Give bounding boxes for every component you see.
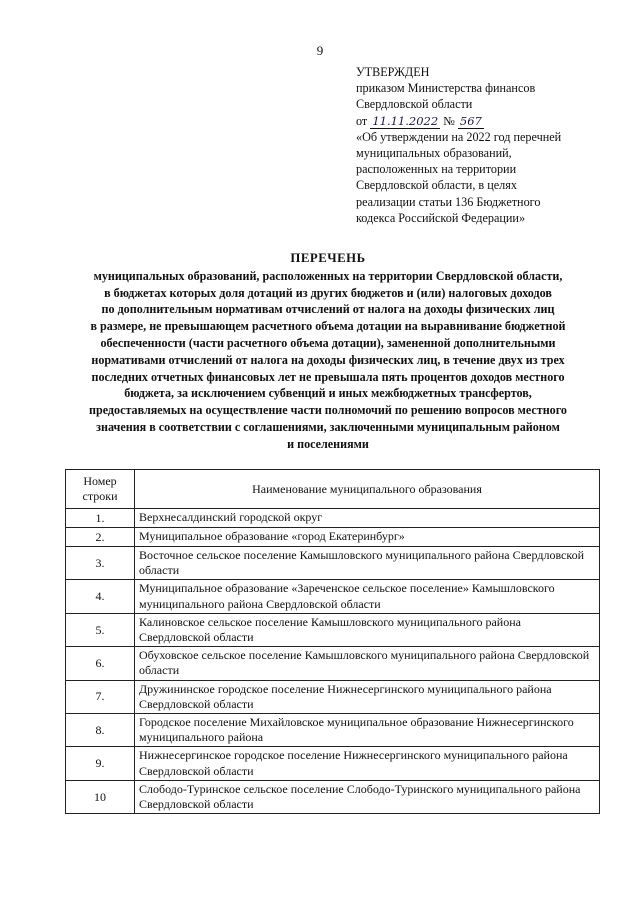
row-name: Обуховское сельское поселение Камышловского муниципального района Свердловской области	[135, 647, 600, 680]
row-name: Городское поселение Михайловское муниципальное образование Нижнесергинского муниципального района	[135, 714, 600, 747]
approval-quote-2: муниципальных образований,	[356, 146, 512, 161]
table-row	[66, 780, 600, 813]
row-name: Дружининское городское поселение Нижнесергинского муниципального района Свердловской области	[135, 680, 600, 713]
table-row	[66, 580, 600, 613]
title-line: значения в соответствии с соглашениями, заключенными муниципальным районом	[96, 419, 560, 434]
approval-line-2: Свердловской области	[356, 97, 473, 112]
row-number: 8.	[66, 714, 135, 747]
approval-title: УТВЕРЖДЕН	[356, 65, 430, 79]
header-number: Номер строки	[66, 470, 135, 509]
row-number: 3.	[66, 547, 135, 580]
approval-quote-3: расположенных на территории	[356, 162, 517, 177]
title-line: и поселениями	[287, 436, 369, 451]
title-line: в бюджетах которых доля дотаций из других бюджетов и (или) налоговых доходов	[104, 285, 552, 300]
table-row	[66, 528, 600, 547]
title-line: обеспеченности (части расчетного объема дотации), замененной дополнительными	[100, 335, 556, 350]
row-number: 7.	[66, 680, 135, 713]
row-name: Калиновское сельское поселение Камышловского муниципального района Свердловской области	[135, 613, 600, 646]
approval-date: 11.11.2022	[372, 113, 439, 128]
table-row	[66, 547, 600, 580]
approval-stamp	[356, 64, 616, 226]
title-line: в размере, не превышающем расчетного объема дотации на выравнивание бюджетной	[90, 319, 566, 334]
header-name: Наименование муниципального образования	[135, 470, 600, 509]
approval-quote-6: кодекса Российской Федерации»	[356, 210, 526, 225]
date-prefix: от	[356, 113, 368, 128]
table-row	[66, 747, 600, 780]
approval-quote-4: Свердловской области, в целях	[356, 178, 517, 193]
table-row	[66, 613, 600, 646]
row-number: 2.	[66, 528, 135, 547]
title-line: последних отчетных финансовых лет не превышала пять процентов доходов местного	[91, 369, 565, 384]
table-row	[66, 714, 600, 747]
row-name: Верхнесалдинский городской округ	[135, 509, 600, 528]
table-row	[66, 509, 600, 528]
municipalities-table	[65, 469, 600, 814]
approval-quote-1: «Об утверждении на 2022 год перечней	[356, 129, 562, 144]
title-line: по дополнительным нормативам отчислений от налога на доходы физических лиц	[101, 302, 555, 317]
row-number: 9.	[66, 747, 135, 780]
document-heading: ПЕРЕЧЕНЬ	[290, 251, 366, 265]
table-header-row	[66, 470, 600, 509]
row-number: 5.	[66, 613, 135, 646]
row-number: 4.	[66, 580, 135, 613]
approval-line-1: приказом Министерства финансов	[356, 81, 536, 96]
row-name: Нижнесергинское городское поселение Нижнесергинского муниципального района Свердловской области	[135, 747, 600, 780]
number-prefix: №	[443, 113, 455, 128]
row-name: Слободо-Туринское сельское поселение Слободо-Туринского муниципального района Свердловской области	[135, 780, 600, 813]
table-row	[66, 680, 600, 713]
title-line: бюджета, за исключением субвенций и иных межбюджетных трансфертов,	[124, 386, 532, 401]
row-name: Восточное сельское поселение Камышловского муниципального района Свердловской области	[135, 547, 600, 580]
approval-number: 567	[459, 113, 482, 128]
title-line: нормативами отчислений от налога на доходы физических лиц, в течение двух из трех	[91, 352, 565, 367]
row-number: 6.	[66, 647, 135, 680]
title-line: предоставляемых на осуществление части полномочий по решению вопросов местного	[89, 403, 567, 418]
table-row	[66, 647, 600, 680]
approval-quote-5: реализации статьи 136 Бюджетного	[356, 194, 541, 209]
row-name: Муниципальное образование «город Екатеринбург»	[135, 528, 600, 547]
row-name: Муниципальное образование «Зареченское сельское поселение» Камышловского муниципального района Свердловской области	[135, 580, 600, 613]
row-number: 10	[66, 780, 135, 813]
page-number: 9	[316, 43, 324, 58]
document-title	[56, 250, 600, 453]
row-number: 1.	[66, 509, 135, 528]
approval-date-line	[356, 113, 616, 129]
title-line: муниципальных образований, расположенных на территории Свердловской области,	[93, 268, 563, 283]
